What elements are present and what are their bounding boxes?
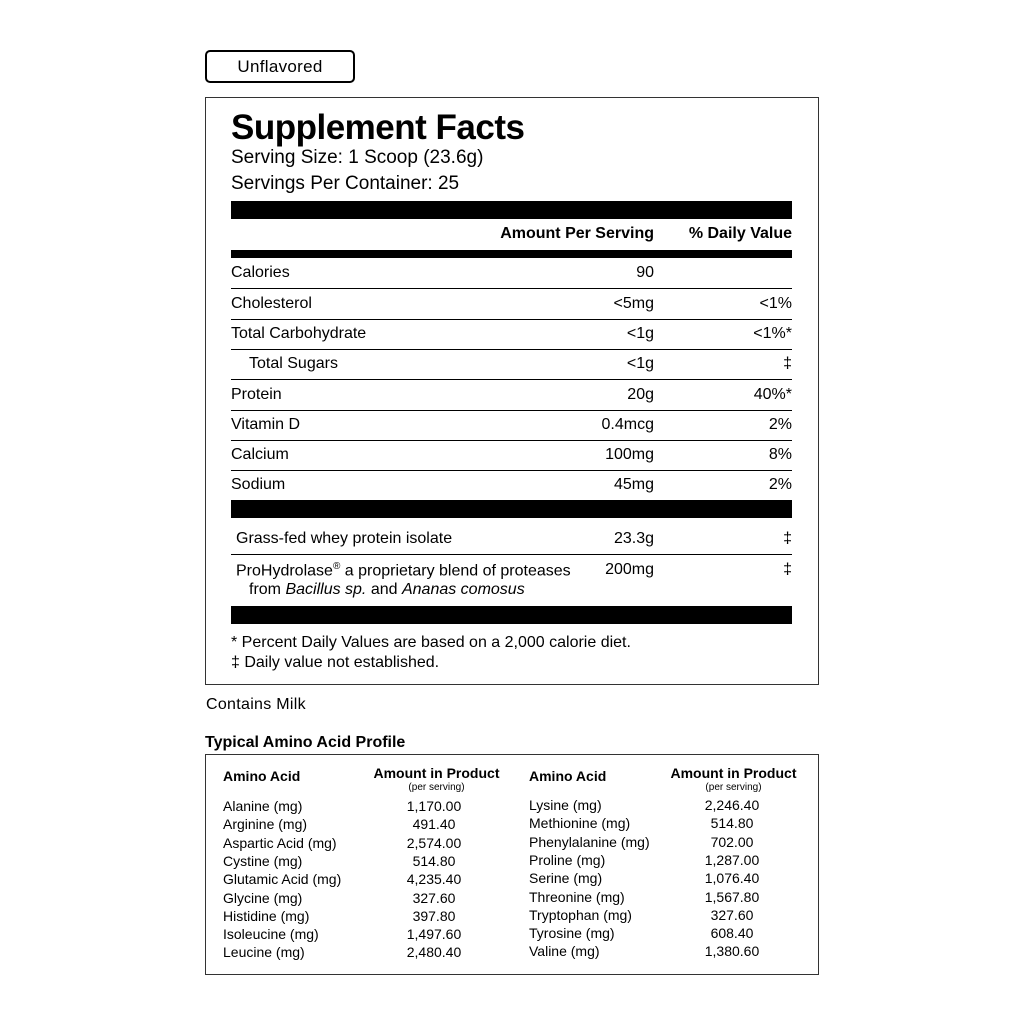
serving-size: Serving Size: 1 Scoop (23.6g): [231, 147, 484, 168]
footnote-not-established: ‡ Daily value not established.: [231, 654, 440, 671]
nutrient-amount: 0.4mcg: [601, 416, 654, 433]
amino-acid-value: 2,246.40: [704, 797, 760, 813]
amino-acid-name: Tryptophan (mg): [529, 906, 632, 923]
blend-label: Grass-fed whey protein isolate: [236, 529, 453, 547]
nutrient-row-total-sugars: [231, 349, 792, 380]
thick-divider: [231, 606, 792, 624]
amino-acid-value: 1,497.60: [406, 926, 462, 943]
col-header-amount-right: Amount in Product: [670, 765, 797, 781]
amino-profile-table: [205, 754, 819, 975]
nutrient-label: Total Carbohydrate: [231, 325, 367, 342]
blend-amount: 200mg: [605, 561, 654, 578]
nutrient-row-total-carbohydrate: [231, 319, 792, 350]
amino-acid-name: Aspartic Acid (mg): [223, 834, 337, 851]
amino-acid-value: 1,170.00: [406, 798, 462, 814]
nutrient-label: Calcium: [231, 446, 289, 463]
amino-acid-name: Lysine (mg): [529, 797, 602, 813]
nutrient-label: Cholesterol: [231, 295, 312, 312]
blend-row-whey-isolate: [231, 523, 792, 555]
col-header-amino-right: Amino Acid: [529, 768, 607, 784]
amino-acid-value: 491.40: [412, 816, 456, 833]
col-header-amino-left: Amino Acid: [223, 768, 301, 784]
nutrient-row-calcium: [231, 440, 792, 471]
amino-acid-name: Histidine (mg): [223, 907, 310, 924]
nutrient-label: Protein: [231, 386, 282, 403]
nutrient-dv: ‡: [783, 355, 792, 372]
amino-acid-name: Leucine (mg): [223, 944, 305, 961]
amino-acid-value: 514.80: [412, 852, 456, 869]
nutrient-amount: 100mg: [605, 446, 654, 463]
blend-dv: ‡: [783, 561, 792, 578]
col-subheader-left: (per serving): [408, 782, 465, 793]
amino-acid-value: 1,380.60: [704, 943, 760, 960]
blend-row-prohydrolase: [231, 561, 792, 603]
allergen-statement: Contains Milk: [206, 696, 306, 713]
amino-acid-value: 327.60: [412, 889, 456, 906]
nutrient-row-cholesterol: [231, 289, 792, 320]
nutrient-row-protein: [231, 380, 792, 411]
supplement-facts-panel: [205, 97, 819, 685]
flavor-badge: Unflavored: [205, 50, 355, 83]
amino-acid-value: 1,287.00: [704, 851, 760, 868]
amino-acid-value: 4,235.40: [406, 871, 462, 888]
nutrient-row-vitamin-d: [231, 410, 792, 441]
nutrient-dv: 2%: [768, 476, 792, 493]
footnote-daily-values: * Percent Daily Values are based on a 2,000 calorie diet.: [231, 634, 631, 651]
blend-amount: 23.3g: [613, 529, 654, 547]
amino-acid-name: Tyrosine (mg): [529, 925, 615, 942]
amino-acid-value: 2,574.00: [406, 834, 462, 851]
amino-acid-value: 397.80: [412, 907, 456, 924]
nutrient-label: Sodium: [231, 476, 286, 493]
amino-acid-name: Glycine (mg): [223, 889, 303, 906]
amino-acid-name: Isoleucine (mg): [223, 926, 319, 943]
header-amount: Amount Per Serving: [500, 225, 654, 242]
facts-title: Supplement Facts: [231, 108, 525, 147]
nutrient-label: Total Sugars: [249, 355, 338, 372]
amino-acid-value: 608.40: [710, 925, 754, 942]
amino-acid-value: 702.00: [710, 833, 754, 850]
amino-acid-name: Threonine (mg): [529, 888, 625, 905]
nutrient-dv: <1%: [759, 295, 792, 312]
nutrient-label: Calories: [231, 264, 290, 281]
medium-divider: [231, 250, 792, 258]
amino-acid-name: Valine (mg): [529, 943, 600, 960]
amino-acid-name: Arginine (mg): [223, 816, 308, 833]
nutrient-amount: 90: [636, 264, 654, 281]
nutrient-row-calories: [231, 258, 792, 289]
amino-acid-name: Glutamic Acid (mg): [223, 871, 342, 888]
amino-acid-value: 1,076.40: [704, 870, 760, 887]
blend-label-line1: ProHydrolase® a proprietary blend of proteases: [236, 561, 571, 580]
header-daily-value: % Daily Value: [688, 225, 792, 242]
amino-acid-value: 514.80: [710, 815, 754, 832]
nutrient-amount: <1g: [626, 355, 654, 372]
nutrient-amount: <1g: [626, 325, 654, 342]
col-subheader-right: (per serving): [705, 782, 762, 793]
nutrient-amount: <5mg: [613, 295, 654, 312]
amino-acid-name: Phenylalanine (mg): [529, 833, 650, 850]
nutrient-amount: 20g: [627, 386, 654, 403]
amino-acid-value: 327.60: [710, 906, 754, 923]
amino-acid-value: 2,480.40: [406, 944, 462, 961]
nutrient-dv: 40%*: [753, 386, 792, 403]
amino-acid-name: Alanine (mg): [223, 798, 303, 814]
amino-acid-name: Serine (mg): [529, 870, 603, 887]
col-header-amount-left: Amount in Product: [373, 765, 500, 781]
servings-per-container: Servings Per Container: 25: [231, 173, 460, 194]
nutrient-dv: 8%: [768, 446, 792, 463]
nutrient-dv: 2%: [768, 416, 792, 433]
blend-dv: ‡: [783, 529, 792, 547]
nutrient-amount: 45mg: [613, 476, 654, 493]
thick-divider: [231, 201, 792, 219]
nutrient-label: Vitamin D: [231, 416, 301, 433]
amino-acid-value: 1,567.80: [704, 888, 760, 905]
amino-acid-name: Proline (mg): [529, 851, 606, 868]
amino-profile-title: Typical Amino Acid Profile: [205, 734, 406, 751]
nutrient-dv: <1%*: [753, 325, 792, 342]
amino-acid-name: Cystine (mg): [223, 852, 303, 869]
thick-divider: [231, 500, 792, 518]
nutrient-row-sodium: [231, 470, 792, 500]
amino-acid-name: Methionine (mg): [529, 815, 631, 832]
blend-label-line2: from Bacillus sp. and Ananas comosus: [249, 581, 525, 598]
